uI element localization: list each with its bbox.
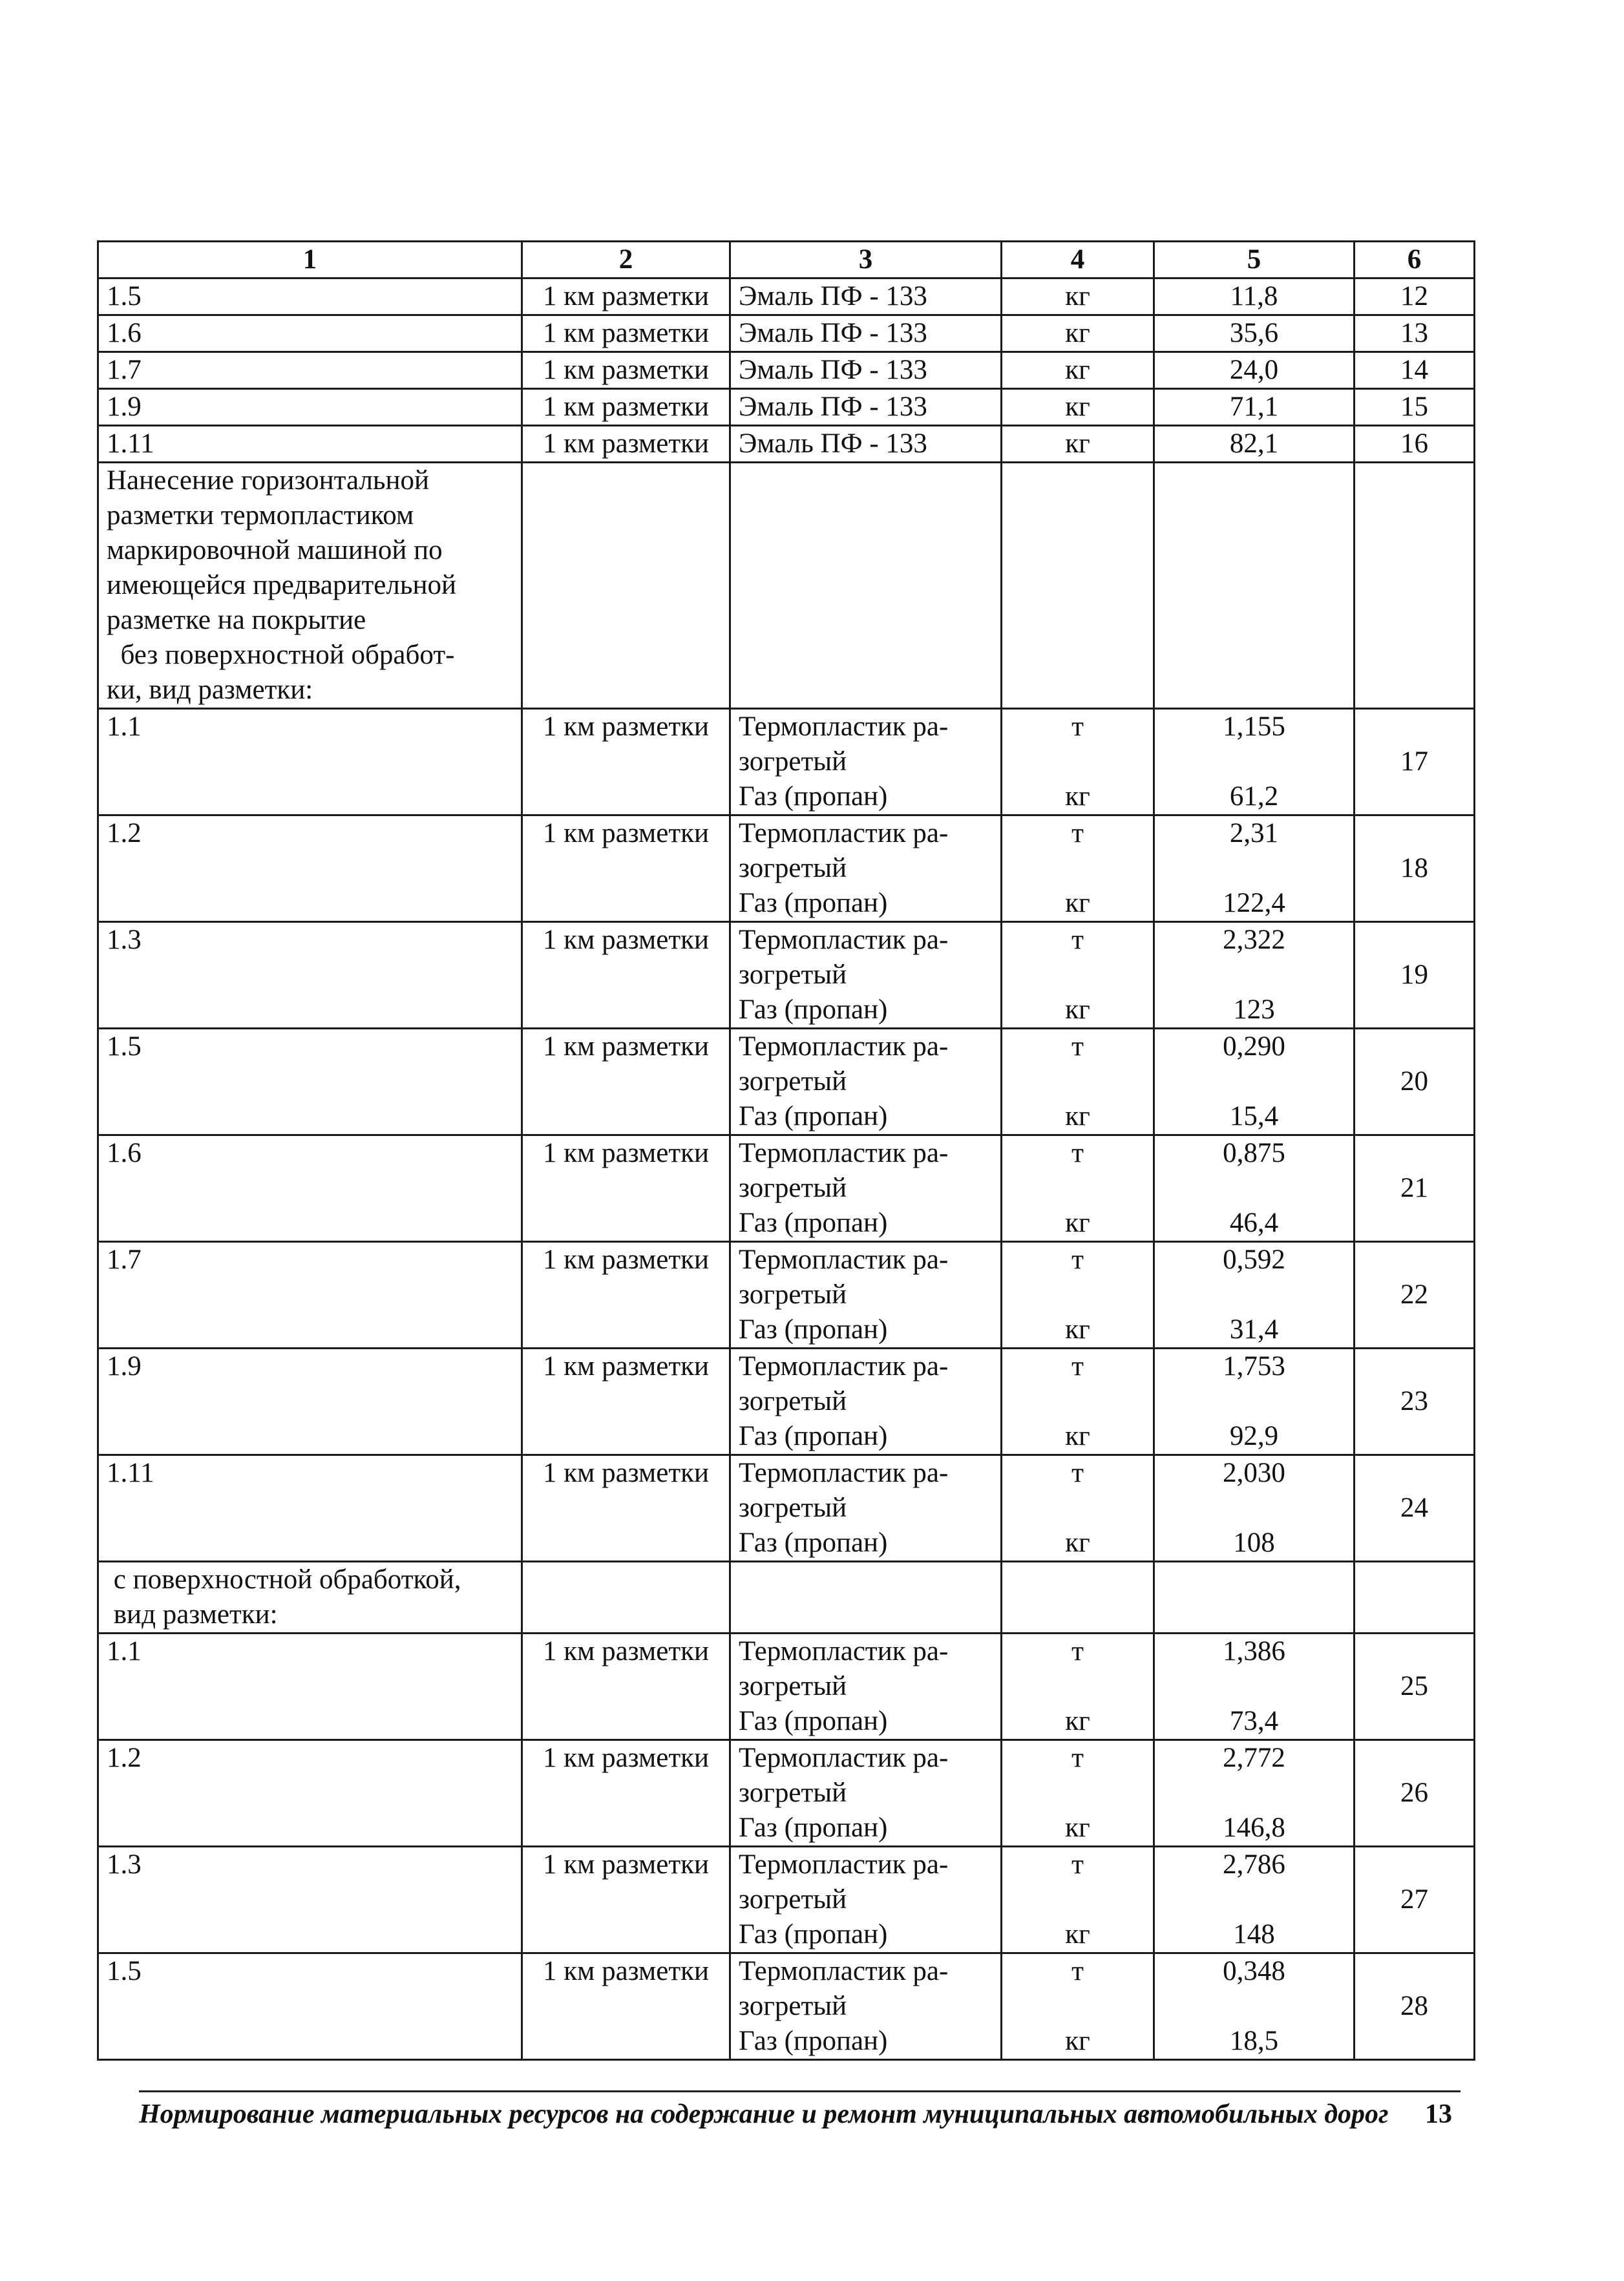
empty-cell (522, 1562, 730, 1634)
value-cell (1154, 1847, 1355, 1953)
measure-line (1010, 1171, 1145, 1206)
value-line: 46,4 (1229, 1208, 1279, 1238)
table-row (98, 1455, 1475, 1562)
measure-line: кг (1065, 1919, 1090, 1950)
measure-cell (1002, 1029, 1154, 1135)
row-number-cell: 15 (1355, 389, 1475, 426)
value-line (1163, 851, 1345, 886)
table-row (98, 815, 1475, 922)
measure-cell (1002, 1847, 1154, 1953)
row-number-cell: 18 (1355, 815, 1475, 922)
measure-line (1010, 744, 1145, 779)
material-line: Термопластик ра- (739, 1849, 949, 1880)
column-header-6: 6 (1355, 242, 1475, 279)
value-line: 73,4 (1229, 1706, 1279, 1736)
row-number-cell: 24 (1355, 1455, 1475, 1562)
row-number-cell: 21 (1355, 1135, 1475, 1242)
value-line (1163, 744, 1345, 779)
material-cell (730, 1634, 1002, 1740)
value-cell (1154, 1634, 1355, 1740)
value-cell (1154, 1455, 1355, 1562)
section-heading-line: ки, вид разметки: (107, 675, 313, 705)
value-line: 123 (1233, 994, 1275, 1025)
section-heading-line: разметки термопластиком (107, 500, 414, 531)
measure-cell (1002, 1455, 1154, 1562)
footer-title: Нормирование материальных ресурсов на содержание и ремонт муниципальных автомобильных дорог (139, 2099, 1389, 2129)
marking-type-cell: 1.7 (98, 352, 522, 389)
row-number-cell: 28 (1355, 1953, 1475, 2060)
value-line: 1,155 (1223, 711, 1285, 742)
marking-type-cell: 1.7 (98, 1242, 522, 1349)
material-cell (730, 1029, 1002, 1135)
value-line: 61,2 (1229, 781, 1279, 812)
column-header-2: 2 (522, 242, 730, 279)
value-line: 146,8 (1223, 1813, 1285, 1843)
material-line: Газ (пропан) (739, 994, 888, 1025)
material-cell (730, 1135, 1002, 1242)
measure-line (1010, 1491, 1145, 1526)
surface-heading-cell (98, 1562, 522, 1634)
marking-type-cell: 1.3 (98, 1847, 522, 1953)
table-row (98, 1847, 1475, 1953)
value-cell (1154, 1242, 1355, 1349)
unit-cell: 1 км разметки (522, 1847, 730, 1953)
measure-line (1010, 1989, 1145, 2024)
empty-cell (1002, 463, 1154, 709)
value-line: 0,290 (1223, 1031, 1285, 1062)
unit-cell: 1 км разметки (522, 709, 730, 815)
value-line (1163, 1384, 1345, 1419)
table-row (98, 1953, 1475, 2060)
material-line: зогретый (739, 960, 847, 990)
row-number-cell: 25 (1355, 1634, 1475, 1740)
material-line: Газ (пропан) (739, 1421, 888, 1451)
empty-cell (1355, 463, 1475, 709)
section-heading-cell (98, 463, 522, 709)
value-line: 0,348 (1223, 1956, 1285, 1986)
unit-cell: 1 км разметки (522, 922, 730, 1029)
row-number-cell: 23 (1355, 1349, 1475, 1455)
measure-line: кг (1065, 2026, 1090, 2056)
value-cell: 82,1 (1154, 426, 1355, 463)
row-number-cell: 17 (1355, 709, 1475, 815)
measure-line: т (1071, 1351, 1084, 1382)
material-line: зогретый (739, 1991, 847, 2021)
material-line: Газ (пропан) (739, 2026, 888, 2056)
value-line: 2,030 (1223, 1458, 1285, 1488)
marking-type-cell: 1.1 (98, 1634, 522, 1740)
measure-cell (1002, 1740, 1154, 1847)
value-line: 18,5 (1229, 2026, 1279, 2056)
measure-cell (1002, 1349, 1154, 1455)
material-cell (730, 709, 1002, 815)
material-line: Термопластик ра- (739, 818, 949, 848)
material-line: Газ (пропан) (739, 888, 888, 918)
material-line: Термопластик ра- (739, 1743, 949, 1773)
material-line: Термопластик ра- (739, 1636, 949, 1666)
value-cell (1154, 1953, 1355, 2060)
material-cell (730, 1242, 1002, 1349)
measure-line: т (1071, 711, 1084, 742)
material-line: зогретый (739, 1778, 847, 1808)
material-line: зогретый (739, 1671, 847, 1701)
material-cell: Эмаль ПФ - 133 (730, 426, 1002, 463)
measure-line (1010, 851, 1145, 886)
column-header-4: 4 (1002, 242, 1154, 279)
surface-heading-line: с поверхностной обработкой, (107, 1564, 461, 1595)
table-row (98, 352, 1475, 389)
value-line (1163, 958, 1345, 993)
material-cell (730, 1740, 1002, 1847)
material-cell (730, 1847, 1002, 1953)
material-line: Термопластик ра- (739, 925, 949, 955)
page-number: 13 (1425, 2099, 1452, 2129)
material-line: Термопластик ра- (739, 1245, 949, 1275)
measure-line: кг (1065, 1813, 1090, 1843)
material-line: Газ (пропан) (739, 1208, 888, 1238)
footer-divider (139, 2090, 1461, 2092)
value-line: 108 (1233, 1528, 1275, 1558)
unit-cell: 1 км разметки (522, 1634, 730, 1740)
measure-line: т (1071, 925, 1084, 955)
value-cell (1154, 1029, 1355, 1135)
unit-cell: 1 км разметки (522, 1740, 730, 1847)
marking-type-cell: 1.2 (98, 1740, 522, 1847)
row-number-cell: 14 (1355, 352, 1475, 389)
unit-cell: 1 км разметки (522, 315, 730, 352)
value-cell (1154, 815, 1355, 922)
measure-line: т (1071, 1031, 1084, 1062)
row-number-cell: 22 (1355, 1242, 1475, 1349)
row-number-cell: 27 (1355, 1847, 1475, 1953)
value-line (1163, 1171, 1345, 1206)
table-body (98, 279, 1475, 2060)
row-number-cell: 19 (1355, 922, 1475, 1029)
value-line: 2,322 (1223, 925, 1285, 955)
empty-cell (1002, 1562, 1154, 1634)
value-line (1163, 1491, 1345, 1526)
measure-cell (1002, 1634, 1154, 1740)
material-line: зогретый (739, 1279, 847, 1310)
value-cell: 24,0 (1154, 352, 1355, 389)
row-number-cell: 13 (1355, 315, 1475, 352)
unit-cell: 1 км разметки (522, 1029, 730, 1135)
material-line: Газ (пропан) (739, 1706, 888, 1736)
table-row (98, 389, 1475, 426)
value-line: 0,592 (1223, 1245, 1285, 1275)
measure-line (1010, 1882, 1145, 1917)
value-line (1163, 1882, 1345, 1917)
empty-cell (730, 1562, 1002, 1634)
measure-line: кг (1065, 781, 1090, 812)
measure-line: кг (1065, 1101, 1090, 1131)
material-cell (730, 815, 1002, 922)
section-heading-line: без поверхностной обработ- (107, 640, 455, 670)
table-row (98, 922, 1475, 1029)
measure-line (1010, 1384, 1145, 1419)
value-line (1163, 1989, 1345, 2024)
table-row (98, 279, 1475, 315)
material-line: зогретый (739, 1173, 847, 1203)
unit-cell: 1 км разметки (522, 1455, 730, 1562)
value-line: 1,753 (1223, 1351, 1285, 1382)
value-line: 31,4 (1229, 1314, 1279, 1345)
table-row (98, 1634, 1475, 1740)
measure-line: кг (1065, 1208, 1090, 1238)
marking-type-cell: 1.3 (98, 922, 522, 1029)
row-number-cell: 26 (1355, 1740, 1475, 1847)
measure-line (1010, 958, 1145, 993)
value-line: 2,772 (1223, 1743, 1285, 1773)
measure-line (1010, 1064, 1145, 1099)
section-heading-line: имеющейся предварительной (107, 570, 456, 600)
material-cell (730, 1455, 1002, 1562)
value-line: 0,875 (1223, 1138, 1285, 1168)
empty-cell (1355, 1562, 1475, 1634)
marking-type-cell: 1.9 (98, 389, 522, 426)
value-line (1163, 1776, 1345, 1811)
value-cell: 11,8 (1154, 279, 1355, 315)
measure-cell: кг (1002, 352, 1154, 389)
value-line: 15,4 (1229, 1101, 1279, 1131)
value-cell (1154, 709, 1355, 815)
measure-cell (1002, 922, 1154, 1029)
material-line: Термопластик ра- (739, 1956, 949, 1986)
material-line: Термопластик ра- (739, 1138, 949, 1168)
norms-table (97, 240, 1475, 2061)
unit-cell: 1 км разметки (522, 352, 730, 389)
material-line: Газ (пропан) (739, 1919, 888, 1950)
material-line: Термопластик ра- (739, 1031, 949, 1062)
material-line: зогретый (739, 746, 847, 777)
material-cell: Эмаль ПФ - 133 (730, 352, 1002, 389)
unit-cell: 1 км разметки (522, 1349, 730, 1455)
table-row (98, 709, 1475, 815)
measure-line: кг (1065, 1421, 1090, 1451)
value-line (1163, 1064, 1345, 1099)
measure-line: т (1071, 1138, 1084, 1168)
material-line: зогретый (739, 1066, 847, 1097)
row-number-cell: 20 (1355, 1029, 1475, 1135)
measure-line: т (1071, 1636, 1084, 1666)
measure-cell (1002, 815, 1154, 922)
material-line: Термопластик ра- (739, 1458, 949, 1488)
measure-line (1010, 1776, 1145, 1811)
measure-cell: кг (1002, 426, 1154, 463)
material-line: Термопластик ра- (739, 1351, 949, 1382)
measure-cell (1002, 1953, 1154, 2060)
measure-line: т (1071, 1849, 1084, 1880)
measure-cell (1002, 1135, 1154, 1242)
table-header-row (98, 242, 1475, 279)
material-cell (730, 922, 1002, 1029)
measure-line: кг (1065, 888, 1090, 918)
marking-type-cell: 1.11 (98, 426, 522, 463)
value-line: 122,4 (1223, 888, 1285, 918)
material-cell: Эмаль ПФ - 133 (730, 279, 1002, 315)
section-heading-row (98, 463, 1475, 709)
measure-line: т (1071, 1245, 1084, 1275)
measure-line (1010, 1277, 1145, 1312)
surface-heading-line: вид разметки: (107, 1599, 278, 1630)
value-line (1163, 1669, 1345, 1704)
marking-type-cell: 1.1 (98, 709, 522, 815)
material-line: зогретый (739, 1386, 847, 1416)
measure-line (1010, 1669, 1145, 1704)
section-heading-line: разметке на покрытие (107, 605, 366, 635)
table-row (98, 1740, 1475, 1847)
column-header-3: 3 (730, 242, 1002, 279)
empty-cell (522, 463, 730, 709)
value-cell (1154, 1135, 1355, 1242)
table-row (98, 1135, 1475, 1242)
table-row (98, 315, 1475, 352)
measure-cell: кг (1002, 389, 1154, 426)
value-cell (1154, 1349, 1355, 1455)
unit-cell: 1 км разметки (522, 815, 730, 922)
unit-cell: 1 км разметки (522, 426, 730, 463)
material-cell: Эмаль ПФ - 133 (730, 389, 1002, 426)
marking-type-cell: 1.6 (98, 1135, 522, 1242)
empty-cell (730, 463, 1002, 709)
measure-line: кг (1065, 1528, 1090, 1558)
marking-type-cell: 1.11 (98, 1455, 522, 1562)
marking-type-cell: 1.6 (98, 315, 522, 352)
value-cell: 71,1 (1154, 389, 1355, 426)
section-heading-line: Нанесение горизонтальной (107, 465, 430, 496)
material-line: Термопластик ра- (739, 711, 949, 742)
measure-cell (1002, 1242, 1154, 1349)
section-heading-line: маркировочной машиной по (107, 535, 443, 565)
measure-cell (1002, 709, 1154, 815)
empty-cell (1154, 463, 1355, 709)
material-line: зогретый (739, 1884, 847, 1915)
empty-cell (1154, 1562, 1355, 1634)
material-line: Газ (пропан) (739, 781, 888, 812)
marking-type-cell: 1.2 (98, 815, 522, 922)
material-cell: Эмаль ПФ - 133 (730, 315, 1002, 352)
material-cell (730, 1349, 1002, 1455)
value-line: 2,31 (1229, 818, 1279, 848)
material-line: Газ (пропан) (739, 1101, 888, 1131)
measure-line: кг (1065, 1706, 1090, 1736)
unit-cell: 1 км разметки (522, 1242, 730, 1349)
column-header-5: 5 (1154, 242, 1355, 279)
table-row (98, 1242, 1475, 1349)
value-line: 2,786 (1223, 1849, 1285, 1880)
table-row (98, 426, 1475, 463)
material-line: Газ (пропан) (739, 1813, 888, 1843)
measure-line: т (1071, 1743, 1084, 1773)
measure-line: кг (1065, 1314, 1090, 1345)
marking-type-cell: 1.5 (98, 1953, 522, 2060)
measure-cell: кг (1002, 315, 1154, 352)
marking-type-cell: 1.9 (98, 1349, 522, 1455)
value-cell (1154, 1740, 1355, 1847)
marking-type-cell: 1.5 (98, 1029, 522, 1135)
value-line: 1,386 (1223, 1636, 1285, 1666)
column-header-1: 1 (98, 242, 522, 279)
row-number-cell: 12 (1355, 279, 1475, 315)
surface-heading-row (98, 1562, 1475, 1634)
table-row (98, 1029, 1475, 1135)
unit-cell: 1 км разметки (522, 1953, 730, 2060)
unit-cell: 1 км разметки (522, 389, 730, 426)
value-line: 148 (1233, 1919, 1275, 1950)
material-line: Газ (пропан) (739, 1314, 888, 1345)
material-line: Газ (пропан) (739, 1528, 888, 1558)
material-cell (730, 1953, 1002, 2060)
measure-line: т (1071, 818, 1084, 848)
value-line (1163, 1277, 1345, 1312)
measure-cell: кг (1002, 279, 1154, 315)
row-number-cell: 16 (1355, 426, 1475, 463)
material-line: зогретый (739, 853, 847, 883)
unit-cell: 1 км разметки (522, 279, 730, 315)
measure-line: т (1071, 1458, 1084, 1488)
measure-line: кг (1065, 994, 1090, 1025)
marking-type-cell: 1.5 (98, 279, 522, 315)
material-line: зогретый (739, 1493, 847, 1523)
value-line: 92,9 (1229, 1421, 1279, 1451)
unit-cell: 1 км разметки (522, 1135, 730, 1242)
value-cell: 35,6 (1154, 315, 1355, 352)
table-row (98, 1349, 1475, 1455)
measure-line: т (1071, 1956, 1084, 1986)
value-cell (1154, 922, 1355, 1029)
